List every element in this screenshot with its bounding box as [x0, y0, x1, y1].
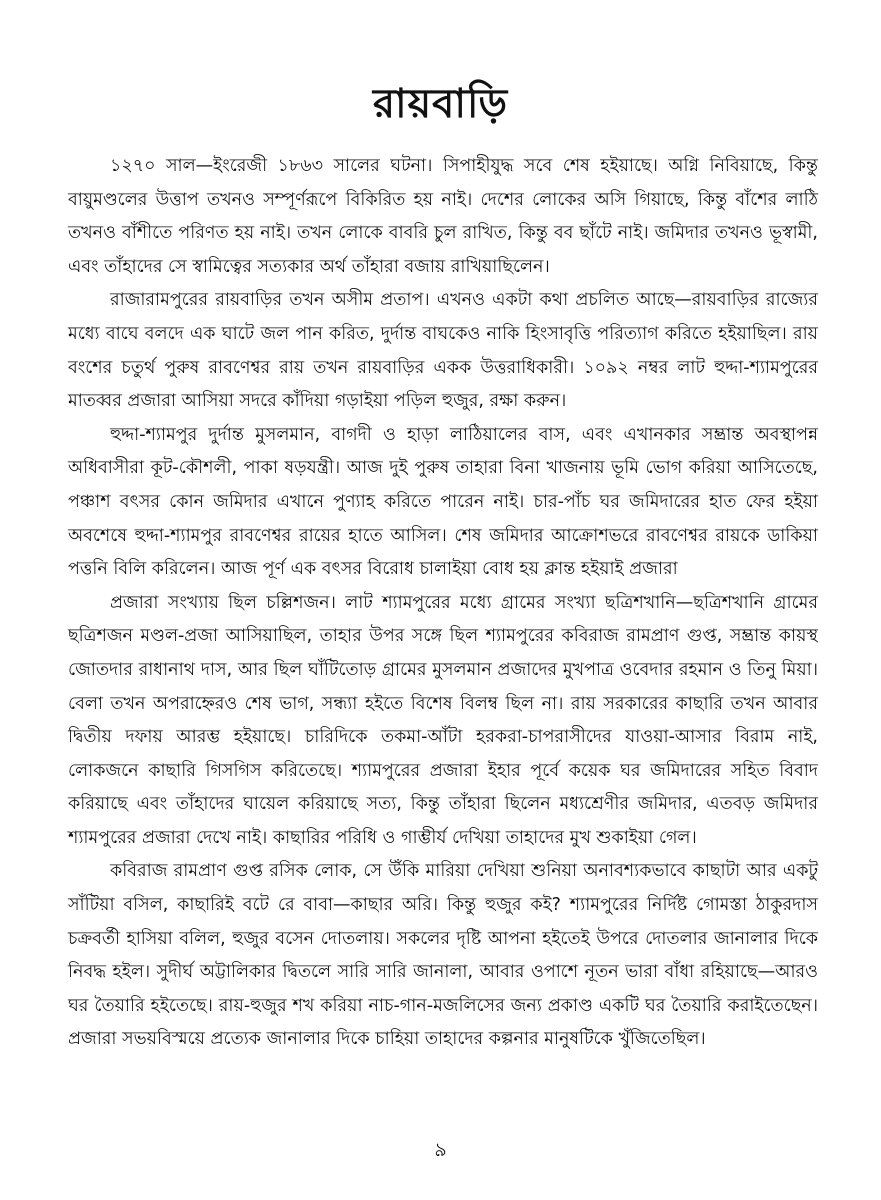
page-number: ৯: [434, 1139, 447, 1161]
paragraph: রাজারামপুরের রায়বাড়ির তখন অসীম প্রতাপ। এখনও একটা কথা প্রচলিত আছে—রায়বাড়ির রাজ্যের মধ্যে বাঘে বলদে এক ঘাটে জল পান করিত, দুর্দান্ত বাঘকেও নাকি হিংসাবৃত্তি পরিত্যাগ করিতে হইয়াছিল। রায় বংশের চতুর্থ পুরুষ রাবণেশ্বর রায় তখন রায়বাড়ির একক উত্তরাধিকারী। ১০৯২ নম্বর লাট হুদ্দা-শ্যামপুরের মাতব্বর প্রজারা আসিয়া সদরে কাঁদিয়া গড়াইয়া পড়িল হুজুর, রক্ষা করুন।: [68, 290, 818, 412]
paragraph: ১২৭০ সাল—ইংরেজী ১৮৬৩ সালের ঘটনা। সিপাহীযুদ্ধ সবে শেষ হইয়াছে। অগ্নি নিবিয়াছে, কিন্তু বায়ুমণ্ডলের উত্তাপ তখনও সম্পূর্ণরূপে বিকিরিত হয় নাই। দেশের লোকের অসি গিয়াছে, কিন্তু বাঁশের লাঠি তখনও বাঁশীতে পরিণত হয় নাই। তখন লোকে বাবরি চুল রাখিত, কিন্তু বব ছাঁটে নাই। জমিদার তখনও ভূস্বামী, এবং তাঁহাদের সে স্বামিত্বের সত্যকার অর্থ তাঁহারা বজায় রাখিয়াছিলেন।: [68, 156, 818, 277]
paragraph: হুদ্দা-শ্যামপুর দুর্দান্ত মুসলমান, বাগদী ও হাড়া লাঠিয়ালের বাস, এবং এখানকার সম্ভ্রান্ত অবস্থাপন্ন অধিবাসীরা কূট-কৌশলী, পাকা ষড়যন্ত্রী। আজ দুই পুরুষ তাহারা বিনা খাজনায় ভূমি ভোগ করিয়া আসিতেছে, পঞ্চাশ বৎসর কোন জমিদার এখানে পুণ্যাহ করিতে পারেন নাই। চার-পাঁচ ঘর জমিদারের হাত ফের হইয়া অবশেষে হুদ্দা-শ্যামপুর রাবণেশ্বর রায়ের হাতে আসিল। শেষ জমিদার আক্রোশভরে রাবণেশ্বর রায়কে ডাকিয়া পত্তনি বিলি করিলেন। আজ পূর্ণ এক বৎসর বিরোধ চালাইয়া বোধ হয় ক্লান্ত হইয়াই প্রজারা: [68, 424, 818, 580]
body-text: [68, 150, 818, 1057]
chapter-title: রায়বাড়ি: [372, 81, 509, 127]
paragraph: কবিরাজ রামপ্রাণ গুপ্ত রসিক লোক, সে উঁকি মারিয়া দেখিয়া শুনিয়া অনাবশ্যকভাবে কাছাটা আর একটু সাঁটিয়া বসিল, কাছারিই বটে রে বাবা—কাছার অরি। কিন্তু হুজুর কই? শ্যামপুরের নির্দিষ্ট গোমস্তা ঠাকুরদাস চক্রবর্তী হাসিয়া বলিল, হুজুর বসেন দোতলায়। সকলের দৃষ্টি আপনা হইতেই উপরে দোতলার জানালার দিকে নিবদ্ধ হইল। সুদীর্ঘ অট্টালিকার দ্বিতলে সারি সারি জানালা, আবার ওপাশে নূতন ভারা বাঁধা রহিয়াছে—আরও ঘর তৈয়ারি হইতেছে। রায়-হুজুর শখ করিয়া নাচ-গান-মজলিসের জন্য প্রকাণ্ড একটি ঘর তৈয়ারি করাইতেছেন। প্রজারা সভয়বিস্ময়ে প্রত্যেক জানালার দিকে চাহিয়া তাহাদের কল্পনার মানুষটিকে খুঁজিতেছিল।: [68, 861, 818, 1050]
paragraph: প্রজারা সংখ্যায় ছিল চল্লিশজন। লাট শ্যামপুরের মধ্যে গ্রামের সংখ্যা ছত্রিশখানি—ছত্রিশখানি গ্রামের ছত্রিশজন মণ্ডল-প্রজা আসিয়াছিল, তাহার উপর সঙ্গে ছিল শ্যামপুরের কবিরাজ রামপ্রাণ গুপ্ত, সম্ভ্রান্ত কায়স্থ জোতদার রাধানাথ দাস, আর ছিল ঘাঁটিতোড় গ্রামের মুসলমান প্রজাদের মুখপাত্র ওবেদার রহমান ও তিনু মিয়া। বেলা তখন অপরাহ্নেরও শেষ ভাগ, সন্ধ্যা হইতে বিশেষ বিলম্ব ছিল না। রায় সরকারের কাছারি তখন আবার দ্বিতীয় দফায় আরম্ভ হইয়াছে। চারিদিকে তকমা-আঁটা হরকরা-চাপরাসীদের যাওয়া-আসার বিরাম নাই, লোকজনে কাছারি গিসগিস করিতেছে। শ্যামপুরের প্রজারা ইহার পূর্বে কয়েক ঘর জমিদারের সহিত বিবাদ করিয়াছে এবং তাঁহাদের ঘায়েল করিয়াছে সত্য, কিন্তু তাঁহারা ছিলেন মধ্যশ্রেণীর জমিদার, এতবড় জমিদার শ্যামপুরের প্রজারা দেখে নাই। কাছারির পরিধি ও গাম্ভীর্য দেখিয়া তাহাদের মুখ শুকাইয়া গেল।: [68, 592, 818, 848]
